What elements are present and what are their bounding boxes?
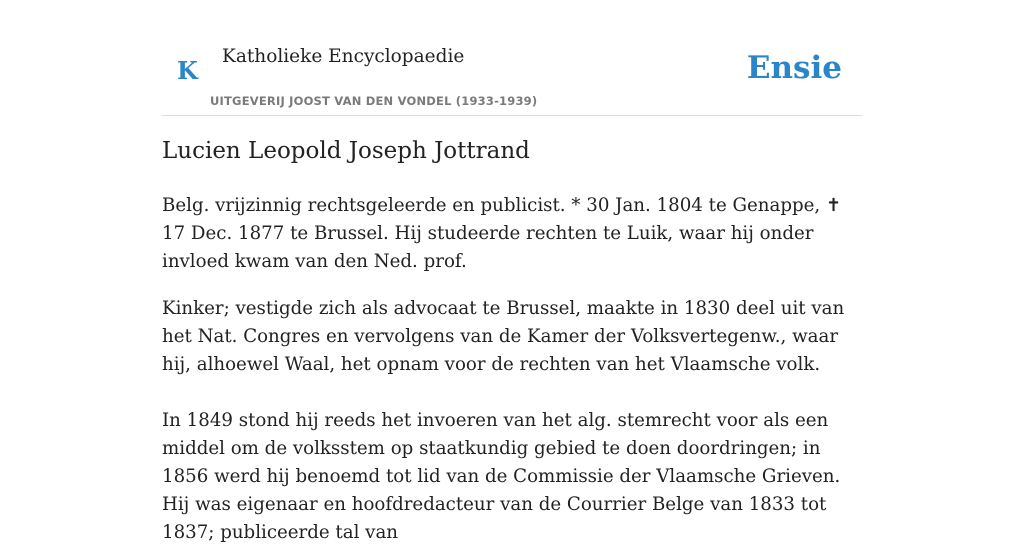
article-paragraph-3: In 1849 stond hij reeds het invoeren van het alg. stemrecht voor als een middel om de volksstem op staatkundig gebied te doen doordringen; in 1856 werd hij benoemd tot lid van de Commissie der Vlaamsche Grieven. Hij was eigenaar en hoofdredacteur van de Courrier Belge van 1833 tot 1837; publiceerde tal van bbox=[162, 410, 841, 543]
publisher-label: UITGEVERIJ JOOST VAN DEN VONDEL (1933-1939) bbox=[210, 94, 538, 108]
encyclopedia-logo-icon[interactable]: K bbox=[177, 56, 198, 85]
encyclopedia-title[interactable]: Katholieke Encyclopaedie bbox=[222, 46, 465, 67]
site-header bbox=[162, 0, 862, 116]
ensie-brand-link[interactable]: Ensie bbox=[746, 50, 842, 86]
article-paragraph-2: Kinker; vestigde zich als advocaat te Brussel, maakte in 1830 deel uit van het Nat. Congres en vervolgens van de Kamer der Volksvertegenw., waar hij, alhoewel Waal, het opnam voor de rechten van het Vlaamsche volk. bbox=[162, 298, 845, 375]
page bbox=[162, 0, 862, 543]
article-paragraph-1: Belg. vrijzinnig rechtsgeleerde en publicist. * 30 Jan. 1804 te Genappe, ✝ 17 Dec. 1877 te Brussel. Hij studeerde rechten te Luik, waar hij onder invloed kwam van den Ned. prof. bbox=[162, 195, 842, 272]
article-title: Lucien Leopold Joseph Jottrand bbox=[162, 138, 530, 164]
